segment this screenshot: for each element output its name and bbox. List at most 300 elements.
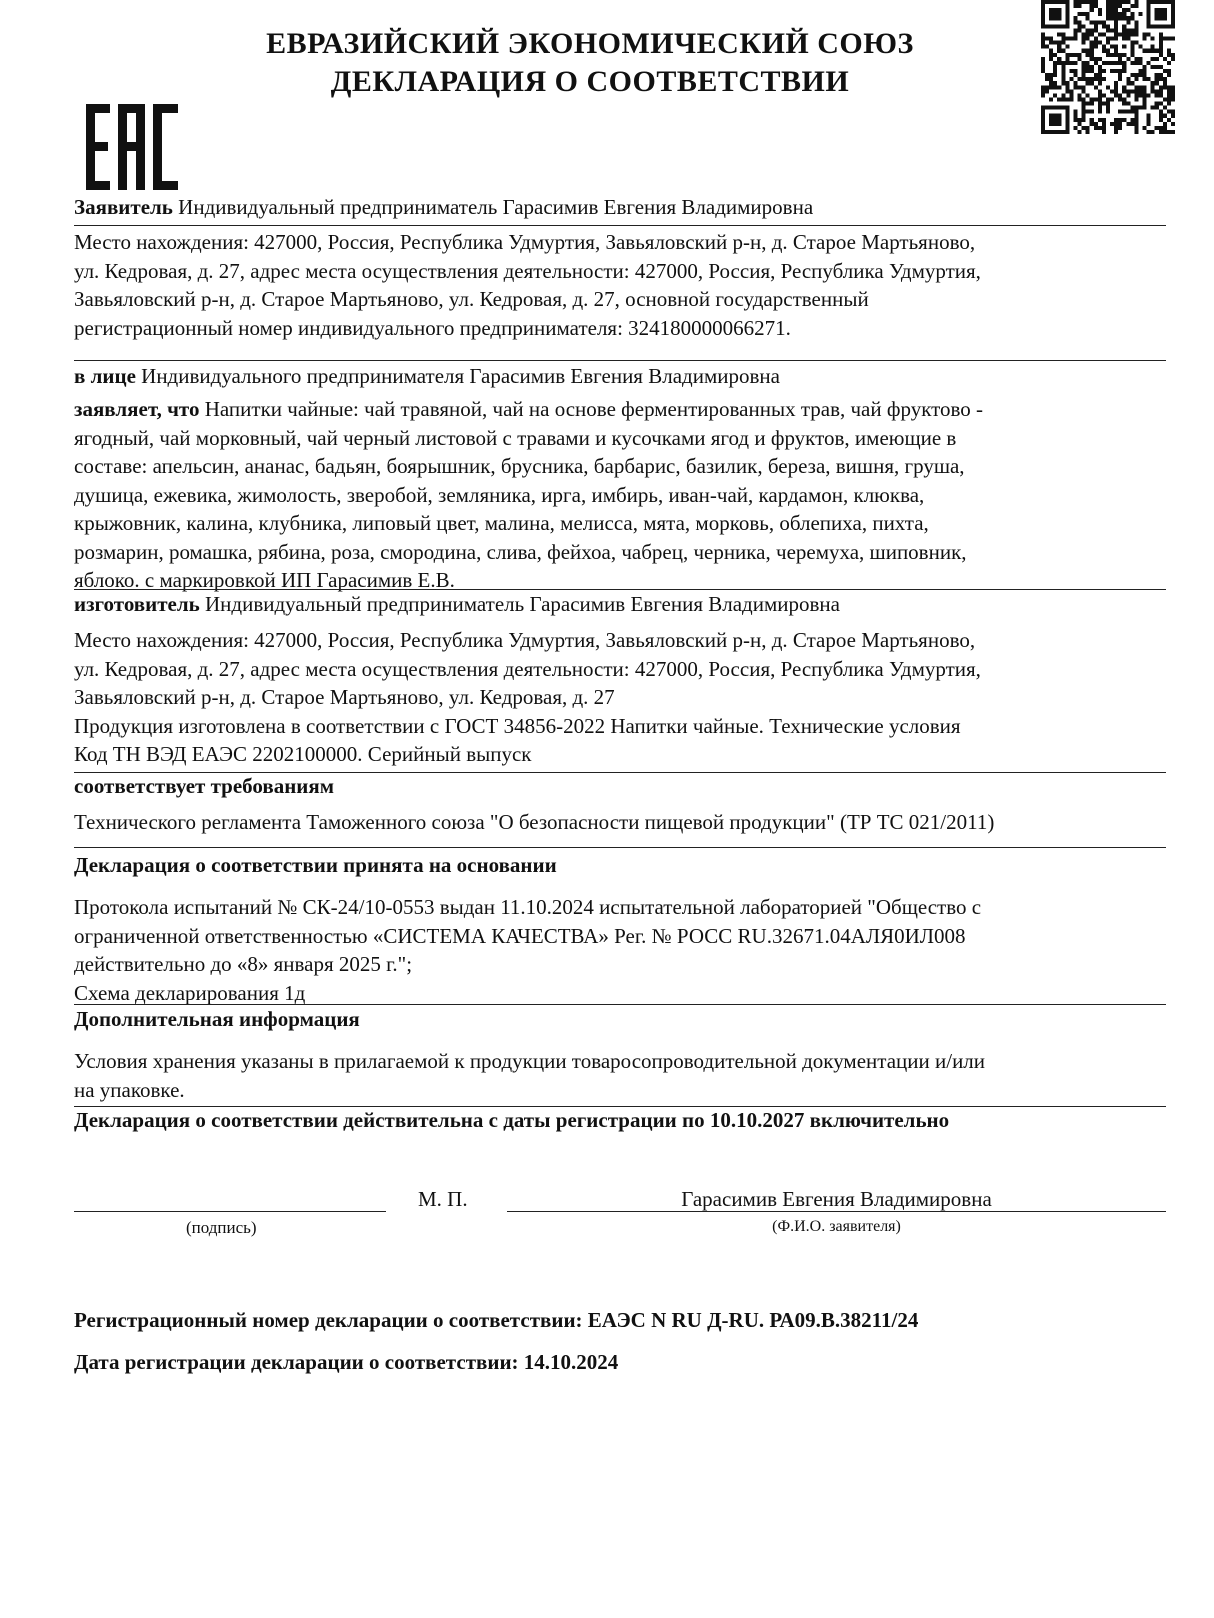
qr-module <box>1114 4 1118 8</box>
qr-module <box>1155 57 1159 61</box>
qr-module <box>1049 81 1053 85</box>
qr-module <box>1102 24 1106 28</box>
qr-module <box>1094 122 1098 126</box>
qr-module <box>1155 0 1159 4</box>
qr-module <box>1155 24 1159 28</box>
qr-module <box>1086 61 1090 65</box>
qr-module <box>1045 89 1049 93</box>
qr-module <box>1090 57 1094 61</box>
qr-module <box>1057 41 1061 45</box>
qr-module <box>1110 37 1114 41</box>
union-title: ЕВРАЗИЙСКИЙ ЭКОНОМИЧЕСКИЙ СОЮЗ <box>266 27 914 60</box>
qr-module <box>1122 0 1126 4</box>
qr-module <box>1090 118 1094 122</box>
qr-module <box>1163 97 1167 101</box>
qr-module <box>1057 12 1061 16</box>
qr-module <box>1041 126 1045 130</box>
qr-module <box>1061 81 1065 85</box>
qr-module <box>1171 37 1175 41</box>
qr-module <box>1138 57 1142 61</box>
qr-module <box>1053 0 1057 4</box>
qr-module <box>1106 16 1110 20</box>
applicant-line <box>74 193 1166 222</box>
applicant-name: Индивидуальный предприниматель Гарасимив Евгения Владимировна <box>178 195 814 219</box>
qr-module <box>1045 73 1049 77</box>
qr-module <box>1134 32 1138 36</box>
qr-module <box>1057 106 1061 110</box>
qr-module <box>1167 0 1171 4</box>
qr-module <box>1171 20 1175 24</box>
qr-module <box>1065 106 1069 110</box>
qr-module <box>1106 0 1110 4</box>
qr-module <box>1155 77 1159 81</box>
qr-module <box>1147 0 1151 4</box>
qr-module <box>1041 8 1045 12</box>
qr-module <box>1041 61 1045 65</box>
qr-module <box>1041 4 1045 8</box>
qr-module <box>1143 32 1147 36</box>
qr-module <box>1073 69 1077 73</box>
qr-module <box>1061 65 1065 69</box>
qr-module <box>1159 89 1163 93</box>
text-line: Схема декларирования 1д <box>74 980 306 1005</box>
divider <box>74 847 1166 848</box>
qr-module <box>1147 8 1151 12</box>
qr-module <box>1114 32 1118 36</box>
qr-module <box>1114 8 1118 12</box>
qr-module <box>1122 24 1126 28</box>
qr-module <box>1082 114 1086 118</box>
qr-module <box>1073 53 1077 57</box>
qr-module <box>1163 0 1167 4</box>
qr-module <box>1130 118 1134 122</box>
qr-module <box>1069 77 1073 81</box>
qr-module <box>1159 12 1163 16</box>
basis-label: Декларация о соответствии принята на основании <box>74 853 557 877</box>
qr-module <box>1122 28 1126 32</box>
qr-module <box>1171 53 1175 57</box>
qr-module <box>1094 57 1098 61</box>
qr-module <box>1167 110 1171 114</box>
qr-module <box>1159 126 1163 130</box>
qr-module <box>1143 85 1147 89</box>
qr-module <box>1130 81 1134 85</box>
qr-module <box>1134 77 1138 81</box>
qr-module <box>1094 28 1098 32</box>
qr-module <box>1094 45 1098 49</box>
represented-by-text: Индивидуального предпринимателя Гарасимив Евгения Владимировна <box>141 364 780 388</box>
qr-module <box>1134 4 1138 8</box>
qr-module <box>1163 12 1167 16</box>
text-line: ограниченной ответственностью «СИСТЕМА КАЧЕСТВА» Рег. № РОСС RU.32671.04АЛЯ0ИЛ008 <box>74 923 966 948</box>
qr-module <box>1167 73 1171 77</box>
qr-module <box>1147 12 1151 16</box>
qr-module <box>1126 77 1130 81</box>
qr-module <box>1143 49 1147 53</box>
qr-module <box>1147 4 1151 8</box>
qr-module <box>1122 53 1126 57</box>
qr-module <box>1151 37 1155 41</box>
qr-module <box>1053 130 1057 134</box>
qr-module <box>1073 85 1077 89</box>
qr-module <box>1114 85 1118 89</box>
qr-module <box>1078 77 1082 81</box>
qr-module <box>1134 118 1138 122</box>
qr-module <box>1090 69 1094 73</box>
qr-module <box>1049 16 1053 20</box>
qr-module <box>1106 28 1110 32</box>
qr-module <box>1171 110 1175 114</box>
qr-module <box>1082 37 1086 41</box>
qr-module <box>1065 8 1069 12</box>
qr-module <box>1130 32 1134 36</box>
qr-module <box>1053 8 1057 12</box>
qr-module <box>1049 77 1053 81</box>
qr-module <box>1110 122 1114 126</box>
qr-module <box>1098 89 1102 93</box>
qr-module <box>1082 77 1086 81</box>
qr-module <box>1151 89 1155 93</box>
qr-module <box>1147 118 1151 122</box>
qr-module <box>1041 32 1045 36</box>
qr-module <box>1041 69 1045 73</box>
qr-module <box>1098 8 1102 12</box>
qr-module <box>1102 93 1106 97</box>
qr-module <box>1102 77 1106 81</box>
name-line <box>507 1211 1166 1212</box>
qr-module <box>1167 89 1171 93</box>
qr-module <box>1069 53 1073 57</box>
qr-module <box>1086 32 1090 36</box>
qr-module <box>1053 61 1057 65</box>
qr-module <box>1163 24 1167 28</box>
qr-module <box>1057 49 1061 53</box>
qr-module <box>1151 130 1155 134</box>
qr-module <box>1102 49 1106 53</box>
qr-module <box>1061 93 1065 97</box>
qr-module <box>1082 102 1086 106</box>
qr-module <box>1163 69 1167 73</box>
qr-module <box>1159 73 1163 77</box>
qr-module <box>1163 81 1167 85</box>
qr-module <box>1134 93 1138 97</box>
qr-module <box>1167 49 1171 53</box>
registration-number: Регистрационный номер декларации о соответствии: ЕАЭС N RU Д-RU. РА09.В.38211/24 <box>74 1308 919 1332</box>
qr-module <box>1122 32 1126 36</box>
qr-module <box>1073 110 1077 114</box>
qr-module <box>1041 37 1045 41</box>
qr-module <box>1134 106 1138 110</box>
qr-module <box>1106 102 1110 106</box>
qr-module <box>1073 0 1077 4</box>
qr-module <box>1143 89 1147 93</box>
qr-module <box>1073 20 1077 24</box>
validity-statement: Декларация о соответствии действительна с даты регистрации по 10.10.2027 включительно <box>74 1108 950 1132</box>
qr-module <box>1106 24 1110 28</box>
qr-module <box>1098 41 1102 45</box>
qr-module <box>1057 24 1061 28</box>
additional-section <box>74 1005 1166 1034</box>
qr-module <box>1098 20 1102 24</box>
qr-module <box>1057 57 1061 61</box>
qr-module <box>1086 28 1090 32</box>
qr-module <box>1163 122 1167 126</box>
qr-module <box>1130 73 1134 77</box>
qr-module <box>1086 49 1090 53</box>
qr-module <box>1065 37 1069 41</box>
qr-module <box>1090 32 1094 36</box>
qr-module <box>1167 85 1171 89</box>
manufacturer-label: изготовитель <box>74 592 200 616</box>
qr-module <box>1143 97 1147 101</box>
qr-module <box>1065 130 1069 134</box>
qr-module <box>1171 85 1175 89</box>
qr-module <box>1167 130 1171 134</box>
qr-module <box>1094 61 1098 65</box>
qr-module <box>1094 41 1098 45</box>
text-line: Напитки чайные: чай травяной, чай на основе ферментированных трав, чай фруктово - <box>204 397 984 421</box>
qr-module <box>1041 106 1045 110</box>
qr-module <box>1090 28 1094 32</box>
qr-module <box>1118 97 1122 101</box>
qr-module <box>1130 110 1134 114</box>
qr-module <box>1065 122 1069 126</box>
qr-module <box>1147 20 1151 24</box>
qr-module <box>1045 130 1049 134</box>
qr-module <box>1114 0 1118 4</box>
qr-module <box>1167 37 1171 41</box>
qr-module <box>1082 49 1086 53</box>
qr-module <box>1159 110 1163 114</box>
qr-module <box>1082 32 1086 36</box>
qr-module <box>1041 89 1045 93</box>
text-line: Место нахождения: 427000, Россия, Республика Удмуртия, Завьяловский р-н, д. Старое Мартьяново, <box>74 628 976 652</box>
qr-module <box>1155 12 1159 16</box>
qr-module <box>1147 61 1151 65</box>
qr-module <box>1151 106 1155 110</box>
qr-module <box>1049 8 1053 12</box>
qr-module <box>1147 49 1151 53</box>
qr-module <box>1065 126 1069 130</box>
qr-module <box>1114 118 1118 122</box>
qr-module <box>1082 69 1086 73</box>
qr-module <box>1086 130 1090 134</box>
qr-module <box>1057 61 1061 65</box>
qr-module <box>1118 93 1122 97</box>
qr-module <box>1086 81 1090 85</box>
qr-module <box>1082 106 1086 110</box>
text-line: Условия хранения указаны в прилагаемой к продукции товаросопроводительной документации и/или <box>74 1049 986 1073</box>
qr-module <box>1086 77 1090 81</box>
qr-module <box>1155 8 1159 12</box>
qr-module <box>1057 0 1061 4</box>
qr-module <box>1082 118 1086 122</box>
qr-module <box>1163 114 1167 118</box>
qr-module <box>1163 85 1167 89</box>
qr-module <box>1061 130 1065 134</box>
qr-module <box>1082 126 1086 130</box>
qr-module <box>1057 45 1061 49</box>
qr-module <box>1041 0 1045 4</box>
qr-module <box>1053 69 1057 73</box>
qr-module <box>1086 93 1090 97</box>
qr-module <box>1122 8 1126 12</box>
text-line: Завьяловский р-н, д. Старое Мартьяново, ул. Кедровая, д. 27, основной государственный <box>74 287 869 311</box>
qr-module <box>1106 8 1110 12</box>
qr-module <box>1171 130 1175 134</box>
conforms-label: соответствует требованиям <box>74 774 335 798</box>
signature-caption: (подпись) <box>186 1218 257 1237</box>
qr-module <box>1151 85 1155 89</box>
qr-module <box>1151 0 1155 4</box>
qr-module <box>1155 126 1159 130</box>
qr-module <box>1163 130 1167 134</box>
qr-module <box>1073 32 1077 36</box>
qr-module <box>1118 0 1122 4</box>
qr-module <box>1061 32 1065 36</box>
qr-module <box>1134 89 1138 93</box>
qr-module <box>1065 114 1069 118</box>
qr-module <box>1134 0 1138 4</box>
qr-module <box>1061 97 1065 101</box>
qr-module <box>1057 85 1061 89</box>
qr-module <box>1073 118 1077 122</box>
qr-module <box>1118 12 1122 16</box>
qr-module <box>1114 12 1118 16</box>
basis-section <box>74 851 1166 880</box>
qr-module <box>1053 16 1057 20</box>
qr-module <box>1126 93 1130 97</box>
qr-module <box>1098 118 1102 122</box>
qr-module <box>1118 77 1122 81</box>
qr-module <box>1122 102 1126 106</box>
qr-module <box>1118 73 1122 77</box>
qr-module <box>1065 4 1069 8</box>
qr-module <box>1061 37 1065 41</box>
qr-module <box>1138 89 1142 93</box>
qr-module <box>1049 37 1053 41</box>
qr-module <box>1114 49 1118 53</box>
qr-module <box>1073 81 1077 85</box>
signer-name: Гарасимив Евгения Владимировна <box>681 1187 992 1211</box>
qr-module <box>1049 41 1053 45</box>
qr-module <box>1151 24 1155 28</box>
text-line: ул. Кедровая, д. 27, адрес места осуществления деятельности: 427000, Россия, Республика Удмуртия, <box>74 258 981 283</box>
qr-module <box>1061 24 1065 28</box>
qr-module <box>1053 114 1057 118</box>
text-line: составе: апельсин, ананас, бадьян, боярышник, брусника, барбарис, базилик, береза, вишня, груша, <box>74 454 965 478</box>
qr-module <box>1094 73 1098 77</box>
qr-module <box>1090 122 1094 126</box>
qr-module <box>1134 114 1138 118</box>
qr-module <box>1143 77 1147 81</box>
qr-module <box>1045 45 1049 49</box>
qr-module <box>1094 37 1098 41</box>
qr-module <box>1130 12 1134 16</box>
qr-module <box>1126 37 1130 41</box>
qr-module <box>1073 73 1077 77</box>
qr-module <box>1122 97 1126 101</box>
qr-module <box>1049 106 1053 110</box>
qr-module <box>1106 41 1110 45</box>
qr-module <box>1134 122 1138 126</box>
qr-module <box>1082 85 1086 89</box>
qr-module <box>1078 118 1082 122</box>
qr-module <box>1151 49 1155 53</box>
qr-module <box>1159 8 1163 12</box>
qr-module <box>1171 4 1175 8</box>
divider <box>74 360 1166 361</box>
qr-module <box>1098 81 1102 85</box>
qr-module <box>1041 122 1045 126</box>
qr-module <box>1094 85 1098 89</box>
qr-module <box>1159 85 1163 89</box>
qr-module <box>1106 61 1110 65</box>
qr-module <box>1073 61 1077 65</box>
qr-module <box>1098 110 1102 114</box>
qr-module <box>1114 126 1118 130</box>
qr-module <box>1057 118 1061 122</box>
qr-module <box>1110 53 1114 57</box>
qr-module <box>1090 4 1094 8</box>
qr-module <box>1053 106 1057 110</box>
qr-module <box>1098 77 1102 81</box>
qr-module <box>1167 69 1171 73</box>
qr-module <box>1057 114 1061 118</box>
qr-module <box>1147 16 1151 20</box>
qr-module <box>1078 24 1082 28</box>
qr-module <box>1122 65 1126 69</box>
qr-module <box>1171 114 1175 118</box>
qr-module <box>1065 53 1069 57</box>
qr-module <box>1090 65 1094 69</box>
qr-module <box>1106 53 1110 57</box>
text-line: душица, ежевика, жимолость, зверобой, земляника, ирга, имбирь, иван-чай, кардамон, клюква, <box>74 482 925 507</box>
qr-module <box>1126 0 1130 4</box>
qr-module <box>1122 118 1126 122</box>
qr-module <box>1041 41 1045 45</box>
additional-label: Дополнительная информация <box>74 1007 360 1031</box>
qr-module <box>1130 61 1134 65</box>
qr-module <box>1098 102 1102 106</box>
qr-module <box>1122 110 1126 114</box>
manufacturer-name: Индивидуальный предприниматель Гарасимив Евгения Владимировна <box>205 592 840 616</box>
qr-module <box>1118 118 1122 122</box>
manufacturer-details <box>74 626 1166 769</box>
signature-line <box>74 1211 386 1212</box>
qr-module <box>1155 89 1159 93</box>
qr-module <box>1053 73 1057 77</box>
qr-module <box>1167 102 1171 106</box>
qr-module <box>1138 93 1142 97</box>
qr-module <box>1159 16 1163 20</box>
qr-module <box>1114 130 1118 134</box>
qr-module <box>1163 106 1167 110</box>
qr-module <box>1171 8 1175 12</box>
qr-module <box>1134 20 1138 24</box>
qr-module <box>1118 57 1122 61</box>
qr-module <box>1151 57 1155 61</box>
qr-module <box>1098 57 1102 61</box>
qr-module <box>1159 53 1163 57</box>
text-line: ягодный, чай морковный, чай черный листовой с травами и кусочками ягод и фруктов, имеющие в <box>74 425 957 450</box>
qr-module <box>1061 0 1065 4</box>
qr-module <box>1073 114 1077 118</box>
qr-module <box>1098 12 1102 16</box>
qr-code <box>1040 0 1176 134</box>
qr-module <box>1086 65 1090 69</box>
qr-module <box>1163 77 1167 81</box>
